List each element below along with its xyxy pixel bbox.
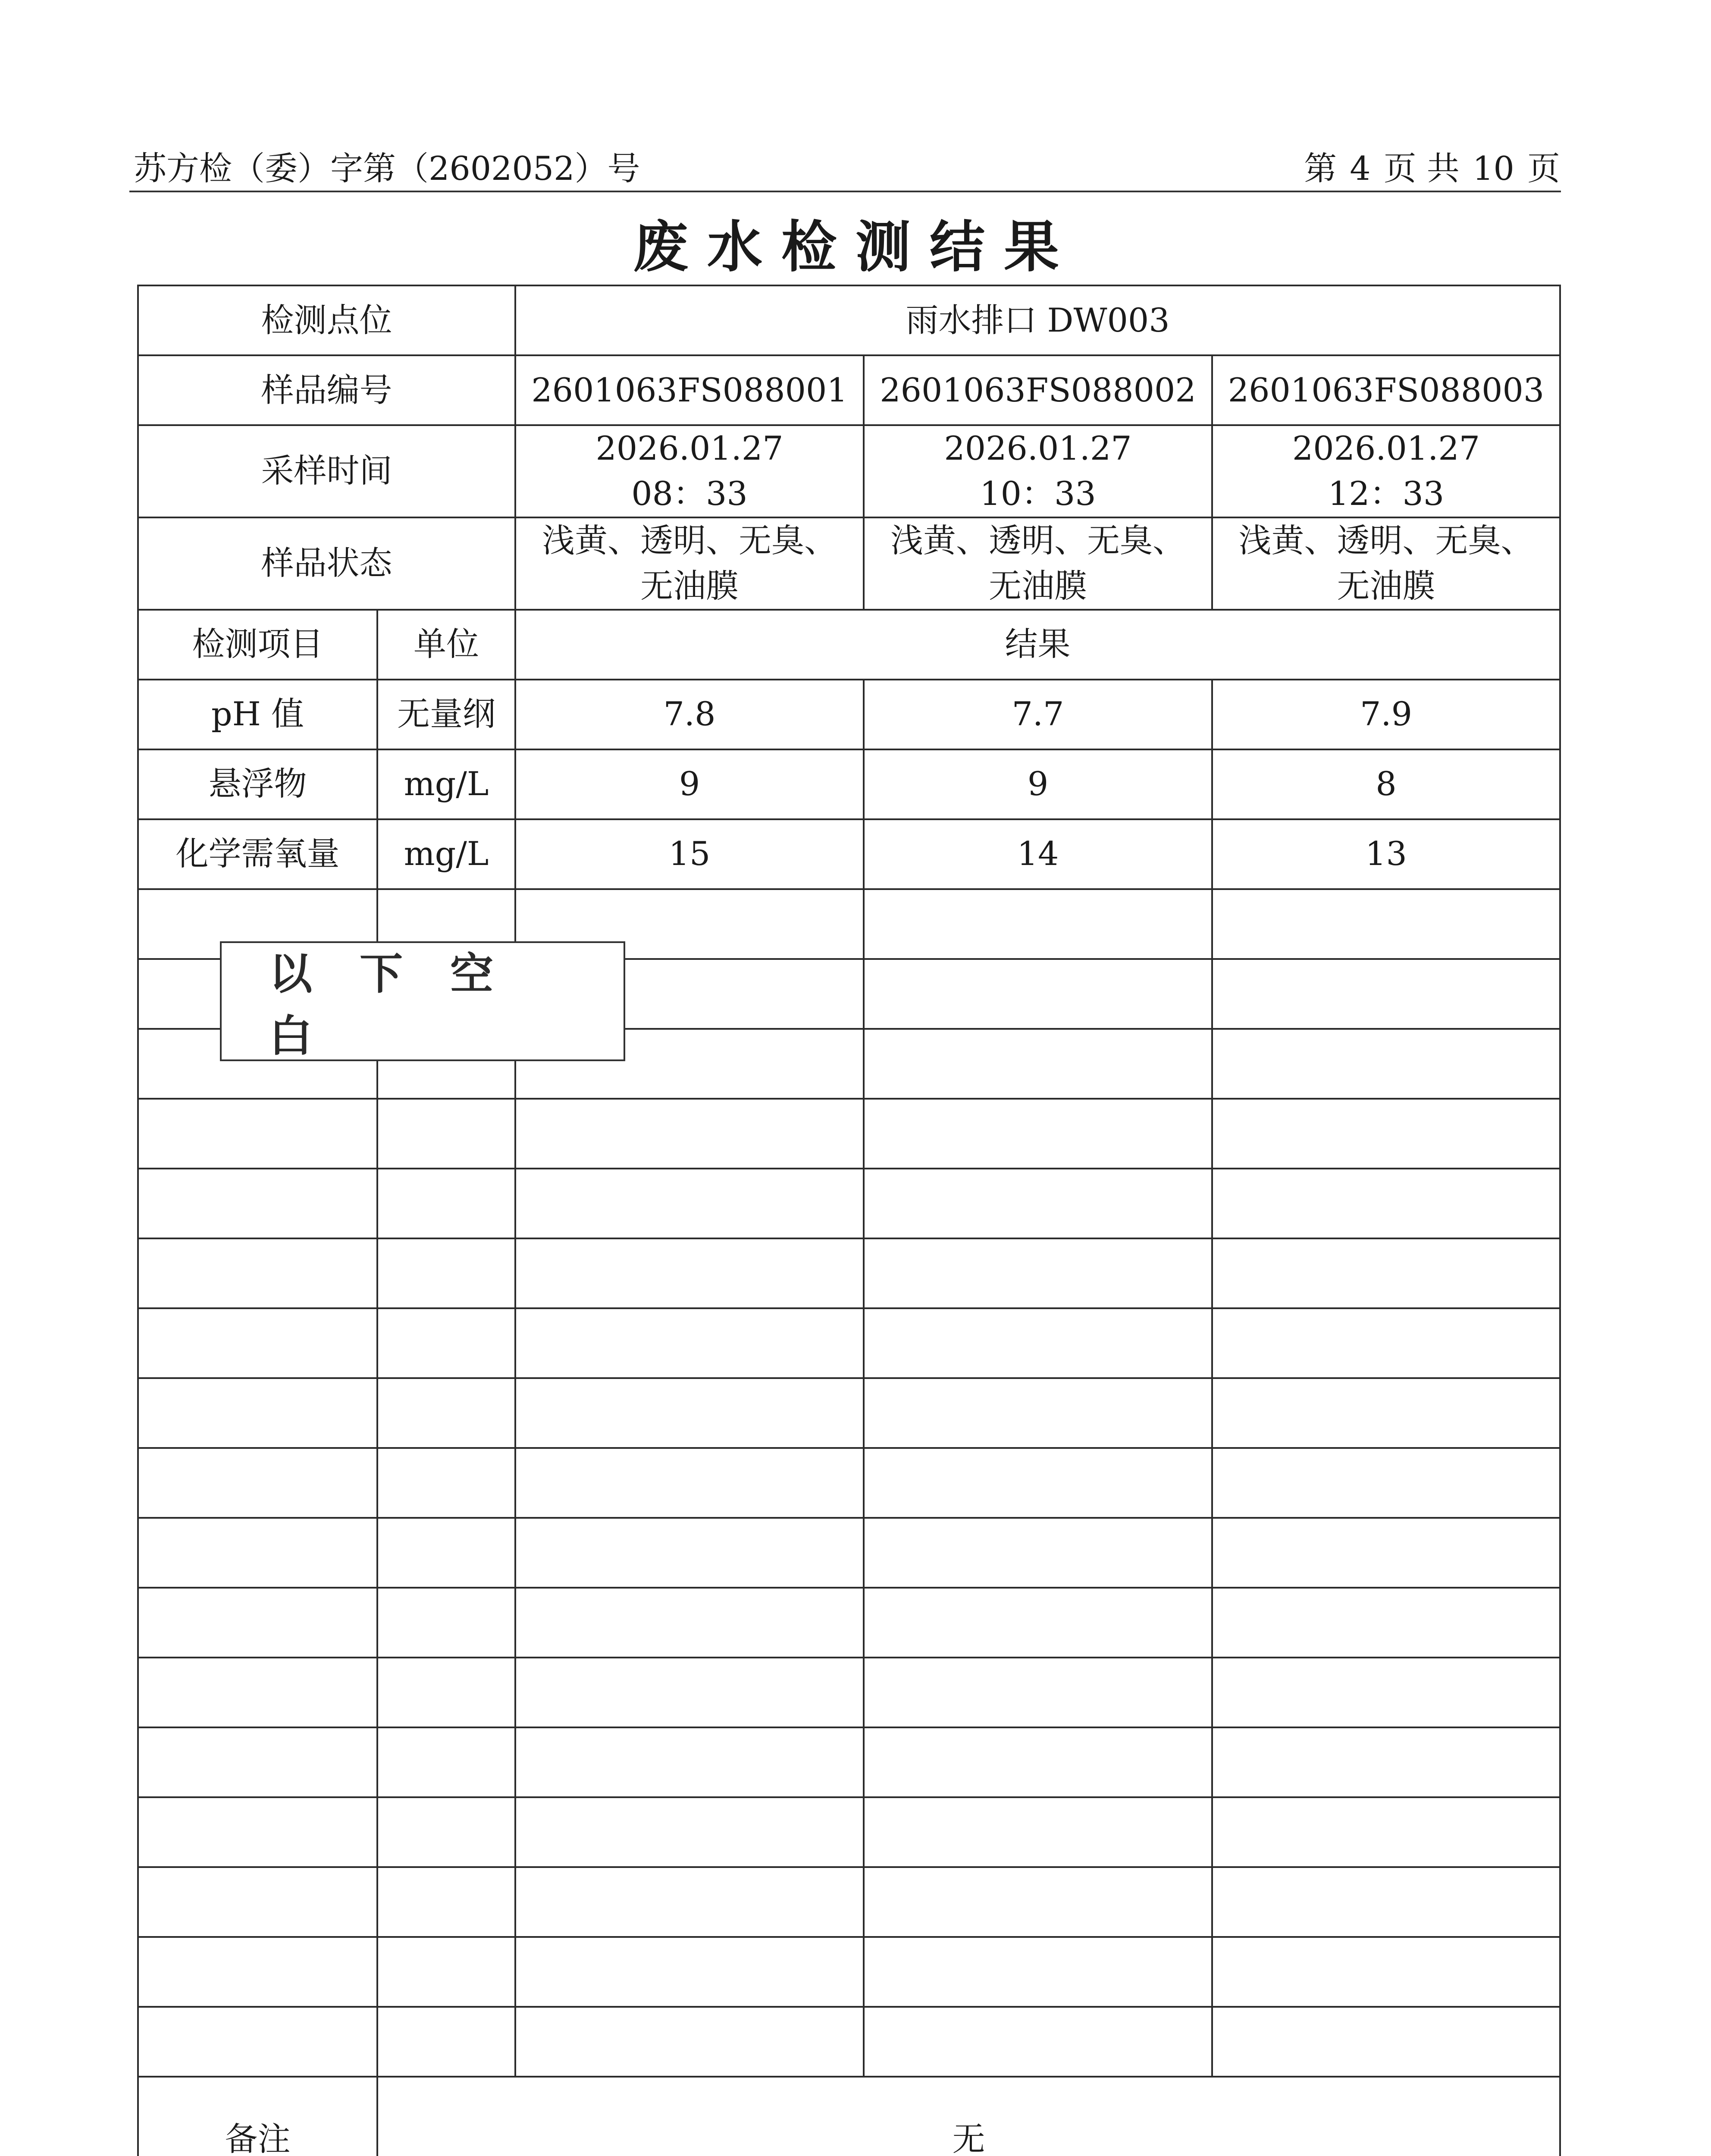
result-value: 7.9 (1212, 680, 1560, 749)
sample-state (515, 517, 864, 610)
page-total: 10 (1473, 149, 1514, 188)
sample-state-label: 样品状态 (138, 517, 515, 610)
blank-row (138, 1658, 1560, 1727)
remark-value: 无 (377, 2077, 1560, 2156)
blank-row (138, 1588, 1560, 1658)
state-line: 无油膜 (1337, 566, 1435, 605)
sample-date: 2026.01.27 (1292, 429, 1480, 467)
page-current: 4 (1350, 149, 1371, 188)
result-value: 13 (1212, 819, 1560, 889)
sample-state (1212, 517, 1560, 610)
blank-row (138, 2007, 1560, 2077)
blank-row (138, 1099, 1560, 1169)
blank-row (138, 1238, 1560, 1308)
table-row (138, 610, 1560, 680)
blank-row (138, 1518, 1560, 1588)
state-line: 浅黄、透明、无臭、 (1238, 521, 1534, 560)
page-middle: 页 共 (1383, 149, 1460, 188)
table-row (138, 355, 1560, 425)
sample-clock: 10：33 (980, 474, 1096, 513)
sample-time-label: 采样时间 (138, 425, 515, 517)
remark-label: 备注 (138, 2077, 377, 2156)
unit-header: 单位 (377, 610, 515, 680)
remark-row (138, 2077, 1560, 2156)
report-number: 苏方检（委）字第（2602052）号 (134, 149, 640, 188)
item-name: 化学需氧量 (138, 819, 377, 889)
header-divider (129, 191, 1561, 192)
item-unit: 无量纲 (377, 680, 515, 749)
result-value: 8 (1212, 749, 1560, 819)
result-value: 15 (515, 819, 864, 889)
page-prefix: 第 (1304, 149, 1337, 188)
result-value: 9 (864, 749, 1212, 819)
item-name: 悬浮物 (138, 749, 377, 819)
blank-row (138, 1378, 1560, 1448)
state-line: 浅黄、透明、无臭、 (890, 521, 1185, 560)
blank-row (138, 1448, 1560, 1518)
blank-row (138, 1169, 1560, 1238)
table-row (138, 680, 1560, 749)
sample-id: 2601063FS088003 (1212, 355, 1560, 425)
sample-time (1212, 425, 1560, 517)
point-value: 雨水排口 DW003 (515, 285, 1560, 355)
item-header: 检测项目 (138, 610, 377, 680)
sample-date: 2026.01.27 (595, 429, 783, 467)
sample-no-label: 样品编号 (138, 355, 515, 425)
result-value: 7.8 (515, 680, 864, 749)
page-title: 废水检测结果 (633, 215, 1078, 279)
table-row (138, 749, 1560, 819)
result-value: 14 (864, 819, 1212, 889)
state-line: 无油膜 (640, 566, 739, 605)
item-unit: mg/L (377, 819, 515, 889)
page-suffix: 页 (1527, 149, 1560, 188)
point-label: 检测点位 (138, 285, 515, 355)
sample-clock: 08：33 (631, 474, 748, 513)
result-header: 结果 (515, 610, 1560, 680)
state-line: 浅黄、透明、无臭、 (542, 521, 837, 560)
blank-row (138, 1937, 1560, 2007)
blank-below-stamp: 以下空白 (220, 941, 625, 1061)
blank-row (138, 1797, 1560, 1867)
result-value: 9 (515, 749, 864, 819)
sample-time (864, 425, 1212, 517)
table-row (138, 285, 1560, 355)
sample-id: 2601063FS088001 (515, 355, 864, 425)
results-table (137, 285, 1561, 2156)
page-indicator (1301, 142, 1560, 189)
sample-time (515, 425, 864, 517)
sample-clock: 12：33 (1328, 474, 1445, 513)
item-unit: mg/L (377, 749, 515, 819)
item-name: pH 值 (138, 680, 377, 749)
result-value: 7.7 (864, 680, 1212, 749)
sample-id: 2601063FS088002 (864, 355, 1212, 425)
blank-row (138, 1867, 1560, 1937)
table-row (138, 819, 1560, 889)
table-row (138, 517, 1560, 610)
sample-state (864, 517, 1212, 610)
table-row (138, 425, 1560, 517)
blank-row (138, 1308, 1560, 1378)
blank-row (138, 1727, 1560, 1797)
sample-date: 2026.01.27 (944, 429, 1132, 467)
state-line: 无油膜 (989, 566, 1087, 605)
